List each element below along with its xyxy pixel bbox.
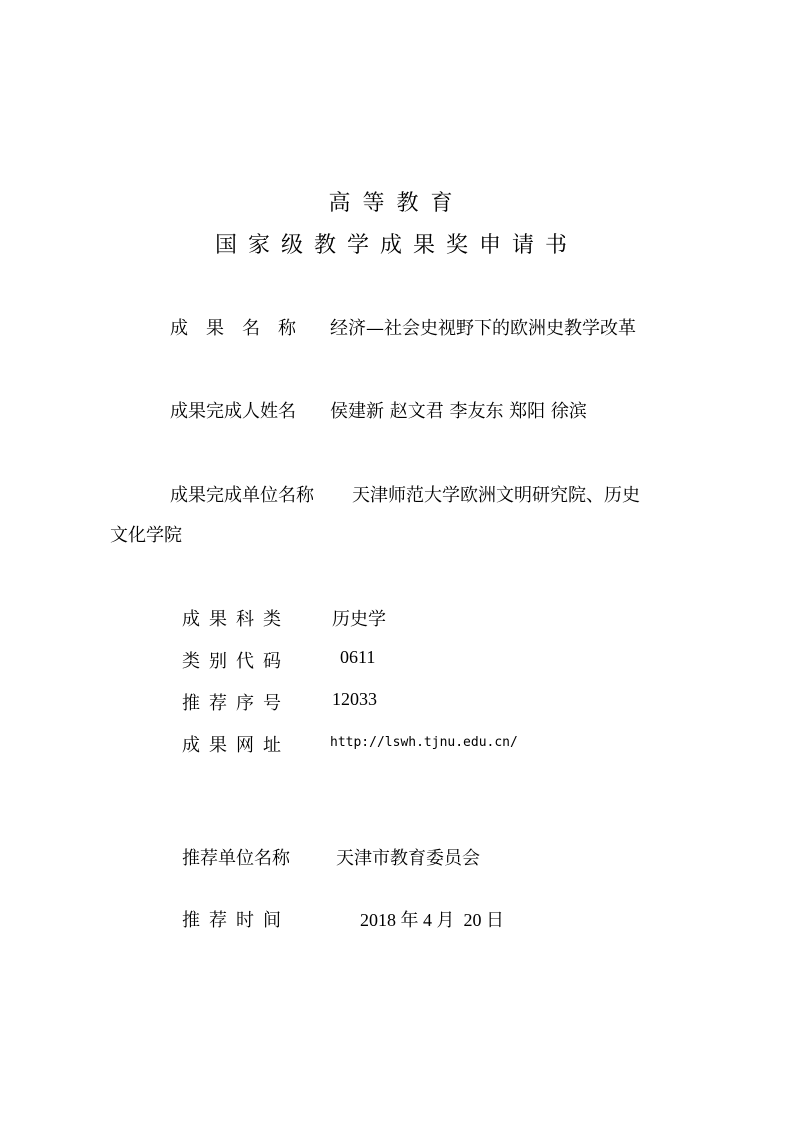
url-label: 成果网址 <box>182 735 290 756</box>
url-value[interactable]: http://lswh.tjnu.edu.cn/ <box>330 735 518 750</box>
completers-label: 成果完成人姓名 <box>170 401 296 422</box>
recommend-time-value: 2018 年 4 月 20 日 <box>360 910 504 930</box>
code-label: 类别代码 <box>182 651 290 672</box>
code-value: 0611 <box>340 647 376 667</box>
achievement-name-value: 经济—社会史视野下的欧洲史教学改革 <box>330 318 636 339</box>
category-label: 成果科类 <box>182 609 290 630</box>
sequence-value: 12033 <box>332 689 377 709</box>
title-line-2: 国家级教学成果奖申请书 <box>214 233 578 258</box>
recommend-unit-value: 天津市教育委员会 <box>336 848 480 869</box>
category-value: 历史学 <box>332 609 386 630</box>
sequence-label: 推荐序号 <box>182 693 290 714</box>
title-line-1: 高等教育 <box>328 191 465 216</box>
units-value-line2: 文化学院 <box>110 525 182 546</box>
units-value-line1: 天津师范大学欧洲文明研究院、历史 <box>352 485 640 506</box>
recommend-time-label: 推荐时间 <box>182 910 290 931</box>
achievement-name-label: 成果名称 <box>170 318 314 339</box>
recommend-unit-label: 推荐单位名称 <box>182 848 290 869</box>
units-label: 成果完成单位名称 <box>170 485 314 506</box>
completers-value: 侯建新 赵文君 李友东 郑阳 徐滨 <box>330 401 587 422</box>
